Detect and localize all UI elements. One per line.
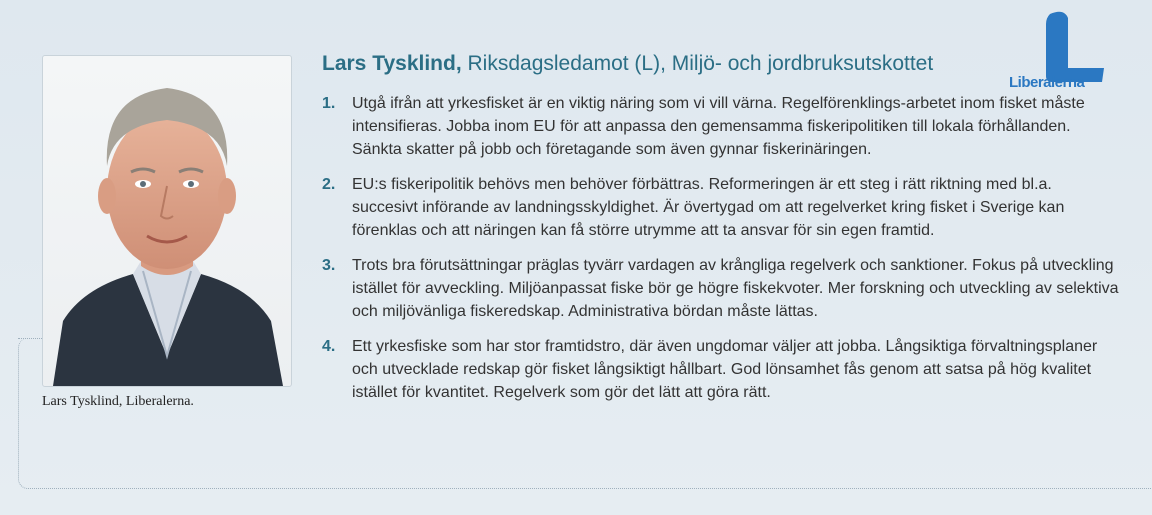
page-title [322, 52, 933, 76]
portrait-photo [42, 55, 292, 387]
answer-list [322, 92, 1122, 416]
list-item [322, 254, 1122, 323]
item-number: 3. [322, 257, 336, 274]
portrait-illustration [43, 56, 291, 386]
item-text: Utgå ifrån att yrkesfisket är en viktig näring som vi vill värna. Regelförenklings-arbetet inom fisket måste intensifieras. Jobba inom EU för att anpassa den gemensamma fiskeripolitiken till lokala förhållanden. Sänkta skatter på jobb och företagande som även gynnar fiskerinäringen. [352, 95, 1085, 158]
item-text: EU:s fiskeripolitik behövs men behöver förbättras. Reformeringen är ett steg i rätt riktning med bl.a. succesivt införande av landningsskyldighet. Är övertygad om att regelverket kring fisket i Sverige kan förenklas och att näringen kan få större utrymme att ta ansvar för sin egen framtid. [352, 176, 1065, 239]
item-text: Trots bra förutsättningar präglas tyvärr vardagen av krångliga regelverk och sanktioner. Fokus på utveckling istället för avveckling. Miljöanpassat fiske bör ge högre fiskekvoter. Mer forskning och utveckling av selektiva och miljövänliga fiskeredskap. Administrativa bördan måste lättas. [352, 257, 1119, 320]
list-item [322, 173, 1122, 242]
item-number: 1. [322, 95, 336, 112]
item-number: 4. [322, 338, 336, 355]
logo-text: Liberalerna [1009, 74, 1085, 91]
photo-caption: Lars Tysklind, Liberalerna. [42, 394, 194, 409]
item-text: Ett yrkesfiske som har stor framtidstro, där även ungdomar väljer att jobba. Långsiktiga förvaltningsplaner och utvecklade redskap gör fisket långsiktigt hållbart. God lönsamhet fås genom att satsa på hög kvalitet istället för kvantitet. Regelverk som gör det lätt att göra rätt. [352, 338, 1098, 401]
list-item [322, 335, 1122, 404]
person-role: Riksdagsledamot (L), Miljö- och jordbruksutskottet [461, 52, 934, 75]
item-number: 2. [322, 176, 336, 193]
dotted-frame-top [18, 338, 42, 340]
person-name: Lars Tysklind, [322, 52, 462, 75]
list-item [322, 92, 1122, 161]
